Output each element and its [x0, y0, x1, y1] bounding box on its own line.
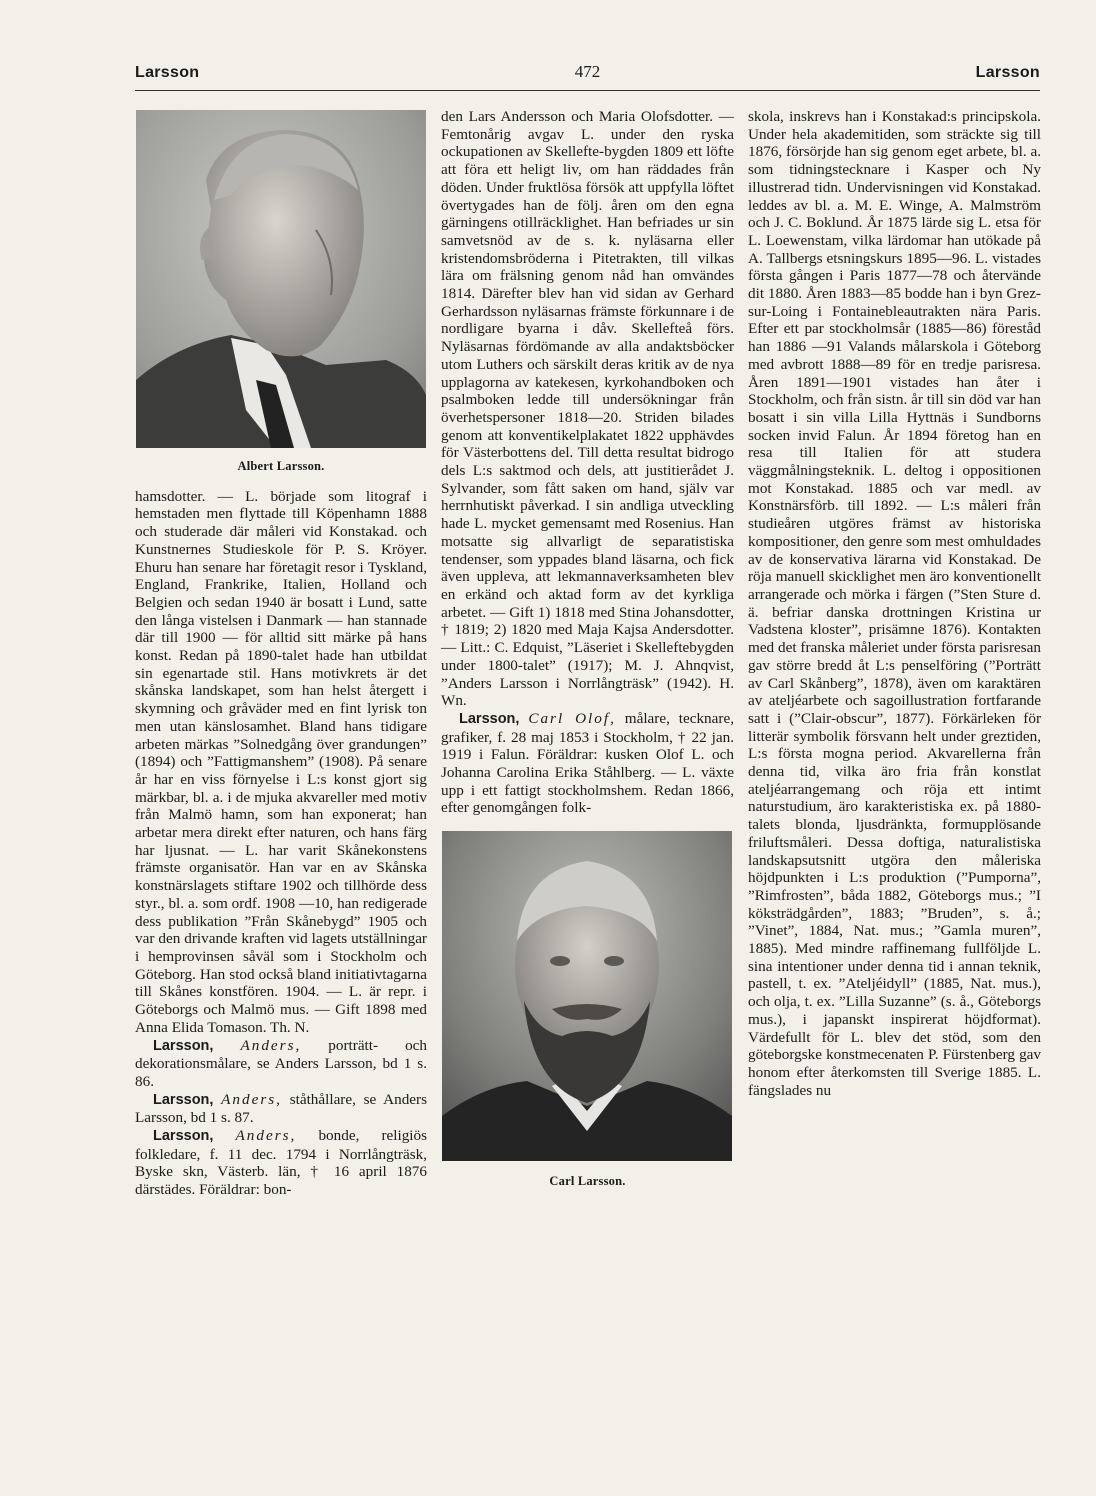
caption-carl-larsson: Carl Larsson.	[549, 1174, 626, 1189]
lemma: Larsson,	[153, 1091, 214, 1108]
entry-anders-larsson-bonde-cont: den Lars Andersson och Maria Olofsdotter. — Femtonårig avgav L. under den ryska ockupationen av Skellefte-bygden 1809 ett löfte att föra ett heligt liv, om han räddades från döden. Under fruktlösa försök att uppfylla löftet övertygades han de följ. åren om den egna gärningens otillräcklighet. Han befriades ur sin samvetsnöd av de s. k. nyläsarna eller kristendomsbröderna i Pitetrakten, till vilkas lära om frälsning genom nåd han omvändes 1814. Därefter blev han vid sidan av Gerhard Gerhardsson nyläsarnas främste förkunnare i de nordligare byarna i dåv. Skellefteå förs. Nyläsarnas fördömande av alla andaktsböcker utom Luthers och särskilt deras kritik av de nya upplagorna av katekesen, kyrkohandboken och psalmboken ledde till undersökningar från överhetspersoner 1818—20. Striden bilades genom att konventikelplakatet 1822 upphävdes för Västerbottens del. Till detta resultat bidrogo dels L:s saktmod och dels, att justitierådet J. Sylvander, som fått saken om hand, själv var herrnhutiskt påverkad. I sin andliga utveckling hade L. mycket gemensamt med Rosenius. Han motsatte sig allvarligt de separatistiska tendenser, som yppades bland läsarna, och fick även uppleva, att lekmannaverksamheten blev en erkänd och aktad form av det kyrkliga arbetet. — Gift 1) 1818 med Stina Johansdotter, † 1819; 2) 1820 med Maja Kajsa Andersdotter. — Litt.: C. Edquist, ”Läseriet i Skelleftebygden under 1800-talet” (1917); M. J. Ahnqvist, ”Anders Larsson i Norrlångträsk” (1942). H. Wn.	[441, 108, 734, 710]
entry-carl-larsson-cont: skola, inskrevs han i Konstakad:s principskola. Under hela akademitiden, som sträckte sig till 1876, försörjde han sig genom eget arbete, bl. a. som tidningstecknare i Kasper och Ny illustrerad tidn. Undervisningen vid Konstakad. leddes av bl. a. M. E. Winge, A. Malmström och J. C. Boklund. År 1875 lärde sig L. etsa för L. Loewenstam, vilka lärdomar han utökade på A. Tallbergs etsningskurs 1895—96. L. vistades första gången i Paris 1877—78 och återvände dit 1880. Åren 1883—85 bodde han i byn Grez-sur-Loing i Fontainebleautrakten nära Paris. Efter ett par stockholmsår (1885—86) föreståd han 1886 —91 Valands målarskola i Göteborg med avbrott 1888—89 för en tredje parisresa. Åren 1891—1901 vistades han åter i Stockholm, och från sistn. år till sin död var han bosatt i sin villa Lilla Hyttnäs i Sundborns socken invid Falun. År 1894 företog han en resa till Italien för att studera väggmålningsteknik. L. deltog i oppositionen mot Konstakad. 1885 och var medl. av Konstnärsförb. till 1892. — L:s måleri från studieåren utgöres främst av historiska kompositioner, den genre som mest omhuldades av de konservativa lärarna vid Konstakad. De röja manuell skicklighet men äro konventionellt arrangerade och mörka i färgen (”Sten Sture d. ä. befriar danska drottningen Kristina ur Vadstena kloster”, prisämne 1876). Kontakten med det franska måleriet under första parisresan gav större bredd åt L:s penselföring (”Porträtt av Carl Skånberg”, 1878), även om karaktären av ateljéarbete och sagoillustration fortfarande satt i (”Clair-obscur”, 1877). Förkärleken för litterär symbolik försvann helt under greztiden, L:s första mogna period. Akvarellerna från denna tid, vilka äro fria från konstlat ateljéarrangemang och röja ett intimt naturstudium, äro karakteristiska ex. på 1880-talets blonda, ljusdränkta, formupplösande friluftsmåleri. Dessa doftiga, naturalistiska landskapsutsnitt utgöra den måleriska höjdpunkten i L:s produktion (”Pumporna”, ”Rimfrosten”, båda 1882, Göteborgs mus.; ”I köksträdgården”, 1883; ”Bruden”, s. å.; ”Vinet”, 1884, Nat. mus.; ”Gamla muren”, 1885). Med mindre raffinemang fullföljde L. sina intentioner under denna tid i annan teknik, pastell, t. ex. ”Ateljéidyll” (1885, Nat. mus.), och olja, t. ex. ”Lilla Suzanne” (s. å., Göteborgs mus.), i japanskt inspirerat höjdformat). Värdefullt för L. blev det stöd, som den göteborgske konstmecenaten P. Fürstenberg gav honom efter återkomsten till Sverige 1885. L. fängslades nu	[748, 108, 1041, 1099]
page-header	[135, 60, 1040, 91]
entry-name: Anders,	[240, 1036, 302, 1054]
portrait-albert-larsson	[136, 110, 426, 448]
entry-text: bonde, religiös folkledare, f. 11 dec. 1794 i Norrlångträsk, Byske skn, Västerb. län, † 16 april 1876 därstädes. Föräldrar: bon-	[135, 1127, 428, 1199]
portrait-albert-image	[136, 110, 426, 448]
entry-carl-larsson	[441, 710, 734, 817]
entry-anders-larsson-portratt	[135, 1037, 427, 1091]
lemma: Larsson,	[153, 1037, 214, 1054]
entry-anders-larsson-stathallare	[135, 1091, 427, 1127]
lemma: Larsson,	[153, 1128, 214, 1145]
entry-text: målare, tecknare, grafiker, f. 28 maj 1853 i Stockholm, † 22 jan. 1919 i Falun. Föräldrar: kusken Olof L. och Johanna Carolina Erika Ståhlberg. — L. växte upp i ett fattigt stockholmshem. Redan 1866, efter genomgången folk-	[441, 709, 734, 817]
caption-albert-larsson: Albert Larsson.	[237, 459, 325, 473]
column-2	[441, 108, 734, 1191]
entry-name: Anders,	[221, 1090, 282, 1108]
entry-text: porträtt- och dekorationsmålare, se Anders Larsson, bd 1 s. 86.	[135, 1036, 427, 1090]
column-1	[135, 108, 427, 1199]
running-head-left: Larsson	[135, 64, 200, 81]
lemma: Larsson,	[459, 710, 520, 727]
portrait-carl-image	[442, 831, 732, 1161]
entry-anders-larsson-bonde	[135, 1127, 427, 1199]
entry-name: Anders,	[235, 1127, 297, 1145]
entry-text: ståthållare, se Anders Larsson, bd 1 s. 87.	[135, 1090, 428, 1127]
running-head-right: Larsson	[975, 64, 1040, 81]
page-number: 472	[574, 62, 601, 81]
entry-albert-larsson-text: hamsdotter. — L. började som litograf i hemstaden men flyttade till Köpenhamn 1888 och studerade där måleri vid Konstakad. och Kunstnernes Studieskole för P. S. Kröyer. Ehuru han senare har företagit resor i Tyskland, England, Frankrike, Italien, Holland och Belgien och sedan 1940 är bosatt i Lund, satte den långa vistelsen i Danmark — han stannade där till 1900 — för alltid sitt märke på hans konst. Redan på 1890-talet hade han utbildat sin egenartade stil. Hans motivkrets är det skånska landskapet, som han helst återgett i skymning och gråväder med en fint lyrisk ton men utan känslosamhet. Bland hans tidigare arbeten märkas ”Solnedgång över grandungen” (1894) och ”Fattigmanshem” (1908). På senare år har en viss förnyelse i L:s konst gjort sig märkbar, bl. a. i de mjuka akvareller med motiv från Malmö hamn, som han exponerat; han arbetar mera direkt efter naturen, och hans färg har ljusnat. — L. har varit Skånekonstens främste organisatör. Han var en av Skånska konstnärslagets stiftare 1902 och tillhörde dess styr., bl. a. som ordf. 1908 —10, han redigerade dess publikation ”Från Skånebygd” 1905 och var den drivande kraften vid lagets utställningar i hemprovinsen såväl som i Stockholm och Göteborg. Han stod också bland initiativtagarna till Skånes konstfören. 1904. — L. är repr. i Göteborgs och Malmö mus. — Gift 1898 med Anna Elida Tomason. Th. N.	[135, 487, 427, 1036]
column-3	[748, 108, 1041, 1099]
portrait-carl-larsson	[442, 831, 732, 1161]
entry-name: Carl Olof,	[528, 709, 616, 727]
